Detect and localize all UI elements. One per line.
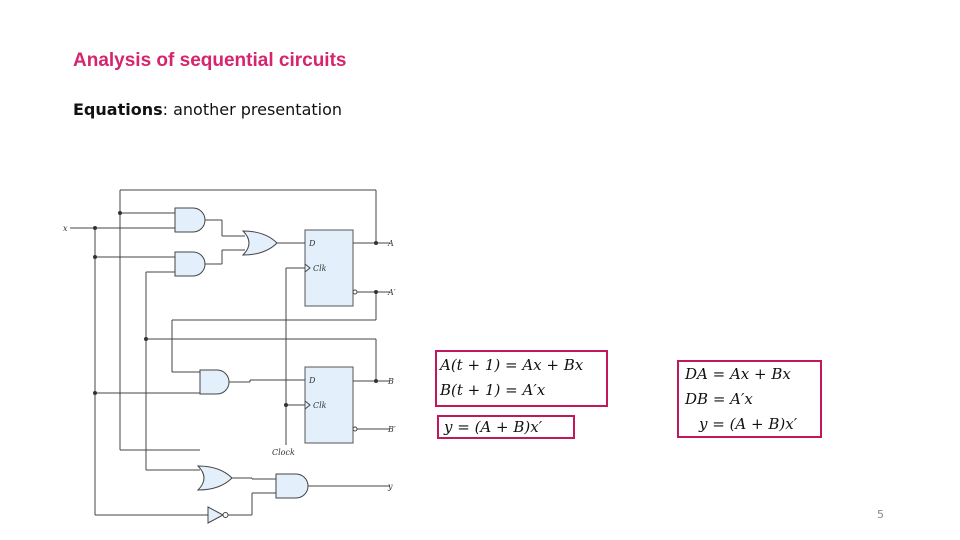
and-gate-ax [175, 208, 205, 232]
input-equations-box [677, 360, 822, 438]
output-y-label: y [388, 482, 393, 491]
and-gate-bx [175, 252, 205, 276]
and-gate-output [276, 474, 308, 498]
equation-output-y: y = (A + B)x′ [444, 418, 543, 436]
input-x-label: x [63, 224, 68, 233]
equation-db: DB = A′x [685, 390, 753, 408]
output-a-label: A [388, 239, 394, 248]
output-b-label: B [388, 377, 394, 386]
state-equations-box [435, 350, 608, 407]
equation-da: DA = Ax + Bx [685, 365, 791, 383]
subtitle-rest: : another presentation [162, 100, 343, 119]
ff-b-clk-label: Clk [313, 401, 327, 410]
inverter-gate [208, 507, 223, 523]
output-b-prime-label: B′ [388, 425, 396, 434]
ff-b-d-label: D [309, 376, 316, 385]
output-equation-box [437, 415, 575, 439]
and-gate-a-prime-x [200, 370, 229, 394]
ff-a-d-label: D [309, 239, 316, 248]
page-number: 5 [877, 508, 884, 521]
subtitle-bold: Equations [73, 100, 163, 119]
or-gate-da [243, 231, 277, 255]
or-gate-a-plus-b [198, 466, 232, 490]
output-a-prime-label: A′ [388, 288, 396, 297]
clock-label: Clock [272, 448, 295, 457]
equation-y: y = (A + B)x′ [699, 415, 798, 433]
equation-a-next: A(t + 1) = Ax + Bx [440, 356, 584, 374]
slide-title: Analysis of sequential circuits [73, 50, 347, 71]
equation-b-next: B(t + 1) = A′x [440, 381, 546, 399]
ff-a-clk-label: Clk [313, 264, 327, 273]
